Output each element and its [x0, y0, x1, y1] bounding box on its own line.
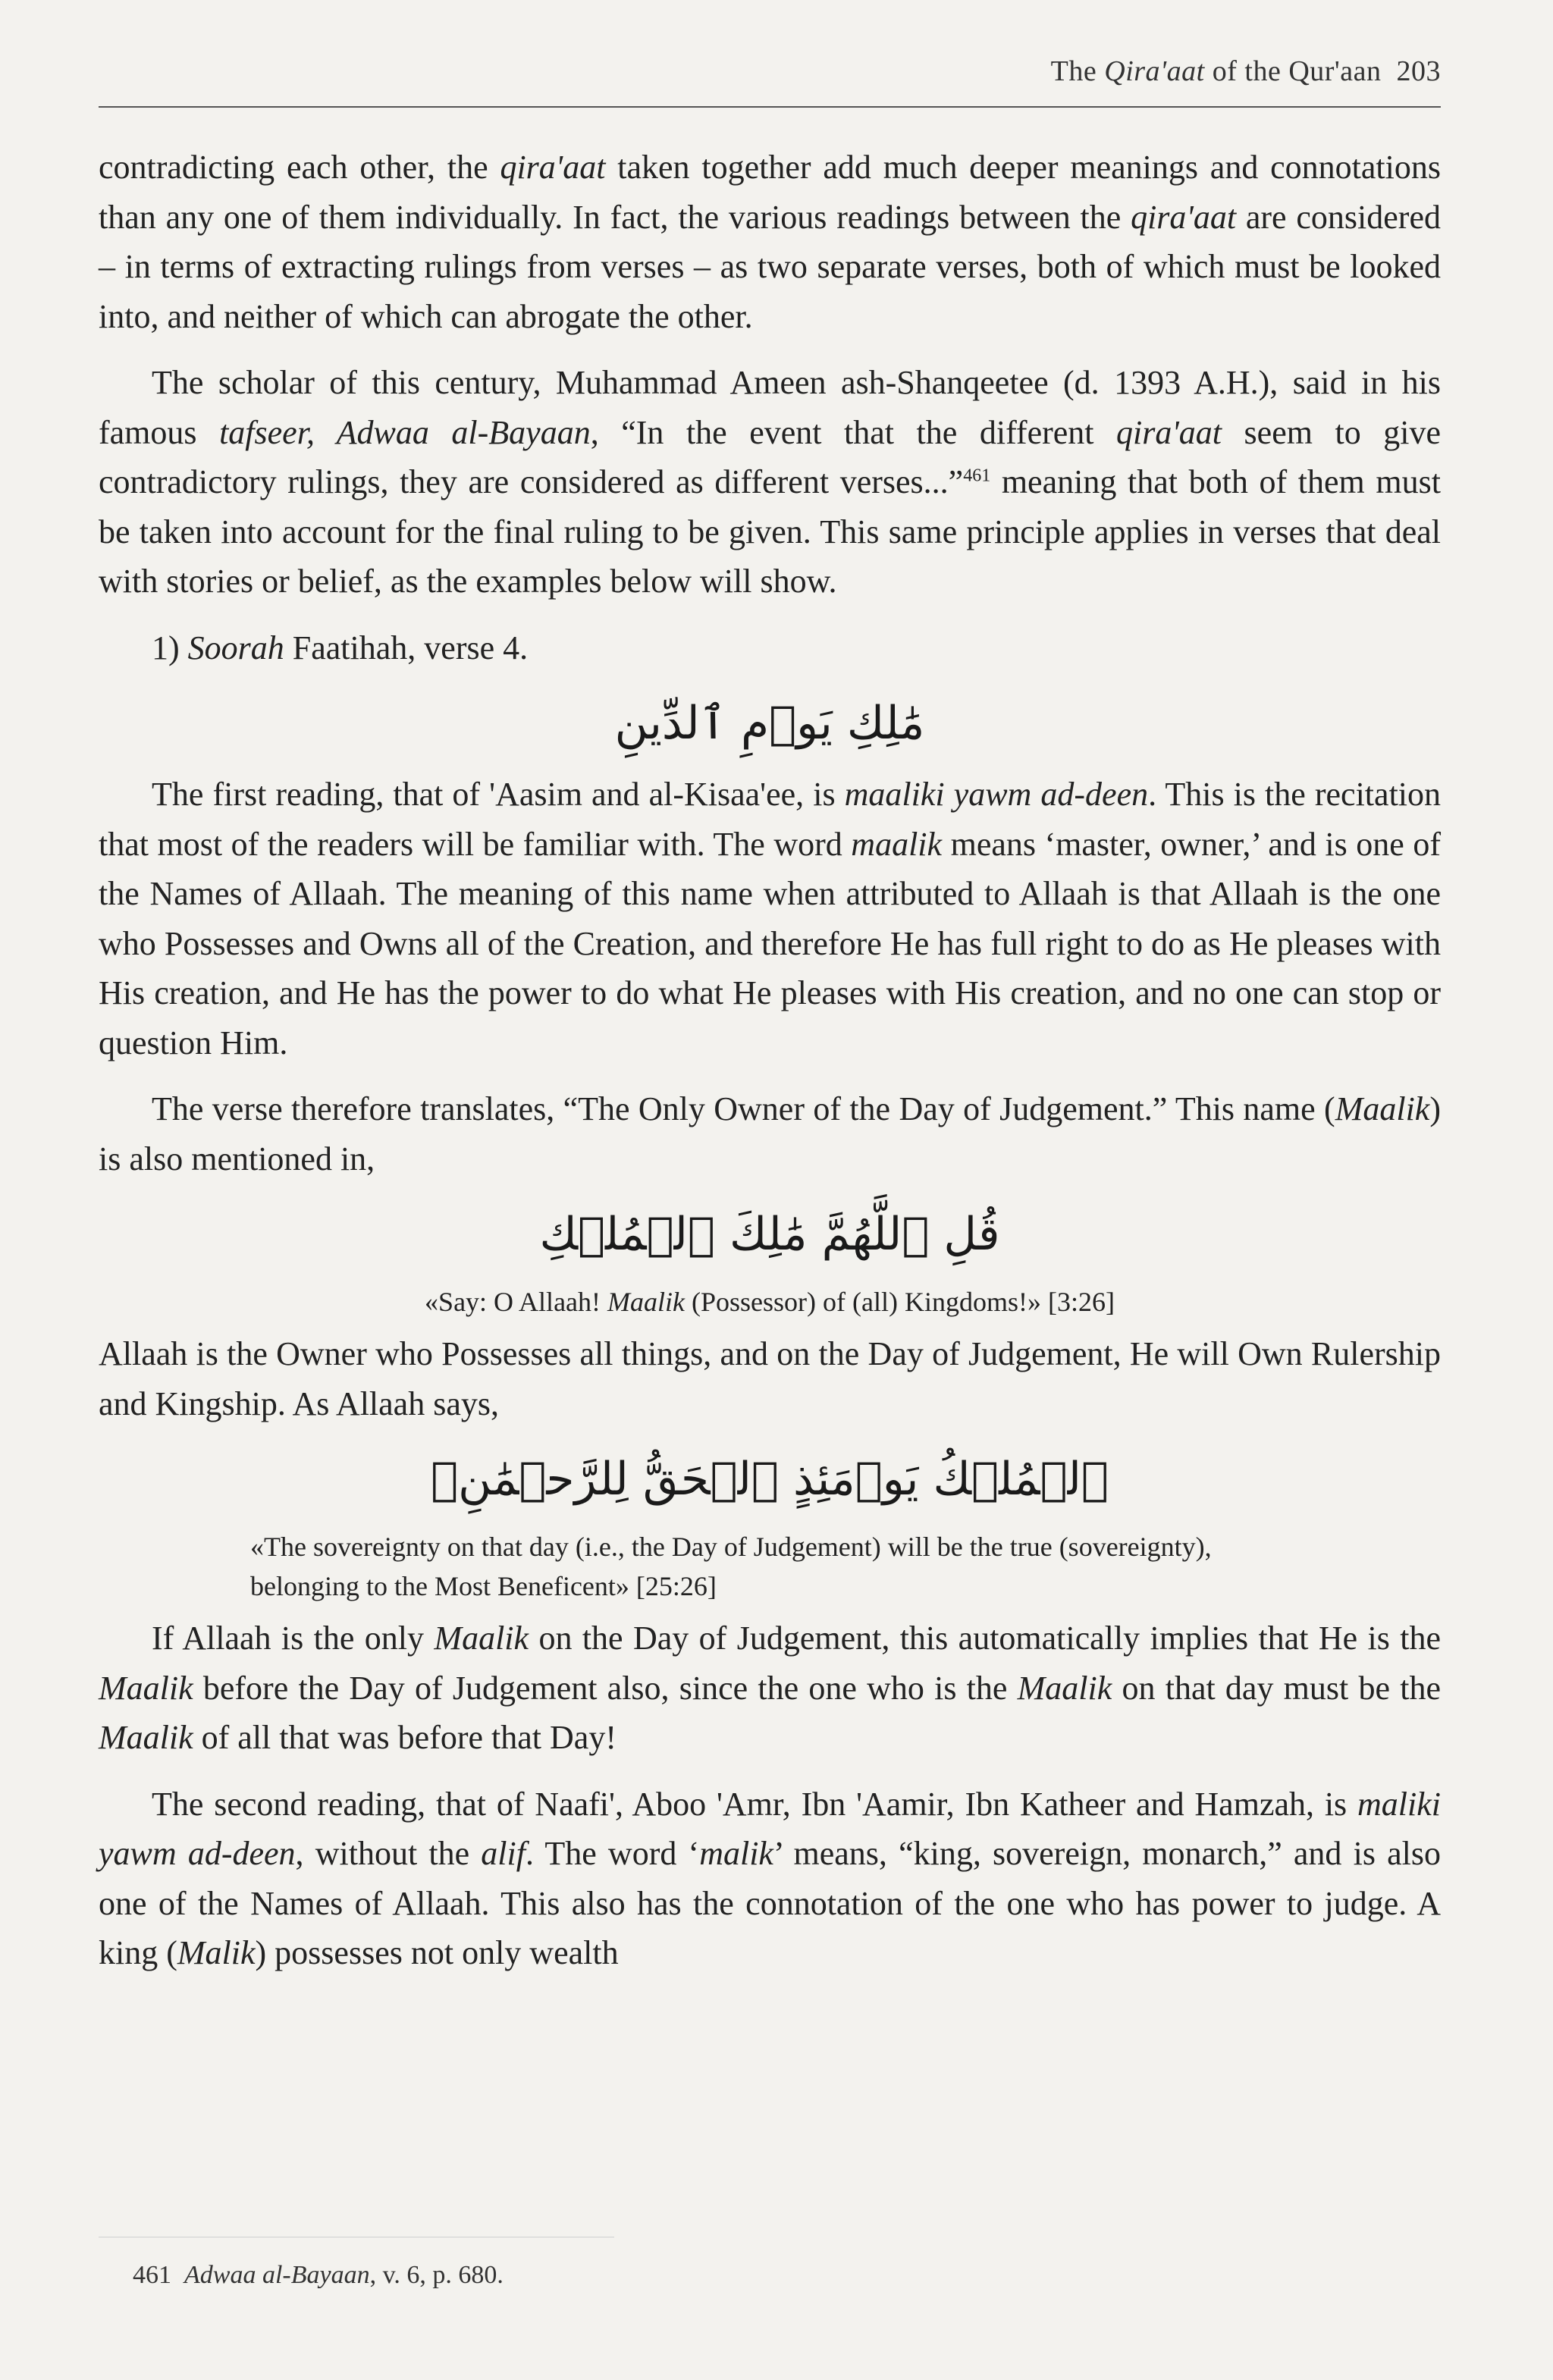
footnote-number: 461: [133, 2261, 171, 2289]
text-run: . The word ‘: [525, 1835, 700, 1872]
text-run: ) possesses not only wealth: [255, 1934, 619, 1971]
header-rule: [99, 106, 1441, 108]
footnote: [133, 2261, 504, 2290]
italic-term: malik: [699, 1835, 773, 1872]
italic-term: qira'aat: [1131, 198, 1237, 236]
verse-translation-1: [99, 1282, 1441, 1322]
text-run: contradicting each other, the: [99, 149, 500, 186]
footnote-marker[interactable]: 461: [963, 466, 991, 486]
text-run: , without the: [295, 1835, 482, 1872]
text-run: «The sovereignty on that day (i.e., the Day of Judgement) will be the true (sovereignty), belonging to the Most Beneficent» [25:26]: [250, 1532, 1212, 1601]
text-run: «Say: O Allaah!: [425, 1287, 608, 1317]
italic-term: Maalik: [1017, 1669, 1112, 1707]
text-run: of all that was before that Day!: [193, 1719, 616, 1756]
text-run: 1): [152, 629, 188, 666]
text-run: If Allaah is the only: [152, 1620, 435, 1657]
paragraph-6: [99, 1613, 1441, 1763]
verse-translation-2: [99, 1527, 1441, 1606]
text-run: means ‘master, owner,’ and is one of the Names of Allaah. The meaning of this name when attributed to Allaah is that Allaah is the one who Possesses and Owns all of the Creation, and therefore He has full right to do as He pleases with His creation, and He has the power to do what He pleases with His creation, and no one can stop or question Him.: [99, 825, 1441, 1061]
text-run: The verse therefore translates, “The Only Owner of the Day of Judgement.” This name (: [152, 1090, 1335, 1127]
footnote-text: , v. 6, p. 680.: [369, 2261, 504, 2289]
paragraph-4: [99, 1084, 1441, 1184]
text-run: The first reading, that of 'Aasim and al-Kisaa'ee, is: [152, 776, 845, 813]
text-run: before the Day of Judgement also, since the one who is the: [193, 1669, 1018, 1707]
text-run: The second reading, that of Naafi', Aboo 'Amr, Ibn 'Aamir, Ibn Katheer and Hamzah, is: [152, 1785, 1358, 1823]
italic-term: Maalik: [434, 1620, 529, 1657]
text-run: Faatihah, verse 4.: [284, 629, 529, 666]
arabic-verse-1: مَٰلِكِ يَوۡمِ ٱلدِّينِ: [614, 697, 925, 750]
arabic-verse-3: ٱلۡمُلۡكُ يَوۡمَئِذٍ ٱلۡحَقُّ لِلرَّحۡمَٰنِۚ: [431, 1453, 1109, 1506]
text-run: . This is the recitation that most of the readers will be familiar with. The word: [99, 776, 1442, 863]
text-run: ) is also mentioned in,: [99, 1090, 1441, 1177]
arabic-verse-2: قُلِ ٱللَّهُمَّ مَٰلِكَ ٱلۡمُلۡكِ: [539, 1208, 1000, 1261]
text-run: seem to give contradictory rulings, they are considered as different verses...”: [99, 413, 1442, 500]
italic-term: qira'aat: [1116, 413, 1222, 451]
italic-term: tafseer, Adwaa al-Bayaan: [219, 413, 591, 451]
italic-term: Maalik: [99, 1719, 193, 1756]
text-run: taken together add much deeper meanings and connotations than any one of them individually. In fact, the various readings between the: [99, 149, 1442, 236]
list-item-1: [99, 623, 1441, 673]
running-head-title: Qira'aat: [1104, 55, 1205, 87]
paragraph-2: [99, 358, 1441, 607]
italic-term: maalik: [851, 825, 943, 863]
text-run: Allaah is the Owner who Possesses all things, and on the Day of Judgement, He will Own Rulership and Kingship. As Allaah says,: [99, 1335, 1441, 1422]
italic-term: alif: [481, 1835, 526, 1872]
running-head-pre: The: [1050, 55, 1105, 87]
text-run: , “In the event that the different: [590, 413, 1117, 451]
italic-term: Malik: [177, 1934, 256, 1971]
italic-term: maliki yawm ad-deen: [99, 1785, 1441, 1872]
italic-term: Maalik: [1335, 1090, 1430, 1127]
paragraph-7: [99, 1780, 1441, 1978]
paragraph-3: [99, 770, 1441, 1068]
footnote-source: Adwaa al-Bayaan: [184, 2261, 370, 2289]
running-head-post: of the Qur'aan: [1204, 55, 1382, 87]
text-run: (Possessor) of (all) Kingdoms!» [3:26]: [685, 1287, 1115, 1317]
italic-term: Maalik: [99, 1669, 193, 1707]
italic-term: Maalik: [607, 1287, 685, 1317]
italic-term: maaliki yawm ad-deen: [844, 776, 1149, 813]
paragraph-1: [99, 143, 1441, 341]
paragraph-5: [99, 1329, 1441, 1428]
text-run: The scholar of this century, Muhammad Ameen ash-Shanqeetee (d. 1393 A.H.), said in his famous: [99, 364, 1441, 451]
text-run: are considered – in terms of extracting rulings from verses – as two separate verses, both of which must be looked into, and neither of which can abrogate the other.: [99, 198, 1441, 335]
text-run: on the Day of Judgement, this automatically implies that He is the: [529, 1620, 1441, 1657]
running-head: [1051, 55, 1441, 88]
italic-term: Soorah: [187, 629, 284, 666]
text-run: on that day must be the: [1112, 1669, 1441, 1707]
text-run: ’ means, “king, sovereign, monarch,” and is also one of the Names of Allaah. This also has the connotation of the one who has power to judge. A king (: [99, 1835, 1441, 1971]
page-number: 203: [1396, 55, 1441, 87]
text-run: meaning that both of them must be taken into account for the final ruling to be given. This same principle applies in verses that deal with stories or belief, as the examples below will show.: [99, 463, 1441, 600]
italic-term: qira'aat: [500, 149, 606, 186]
body-text: [99, 143, 1441, 1978]
